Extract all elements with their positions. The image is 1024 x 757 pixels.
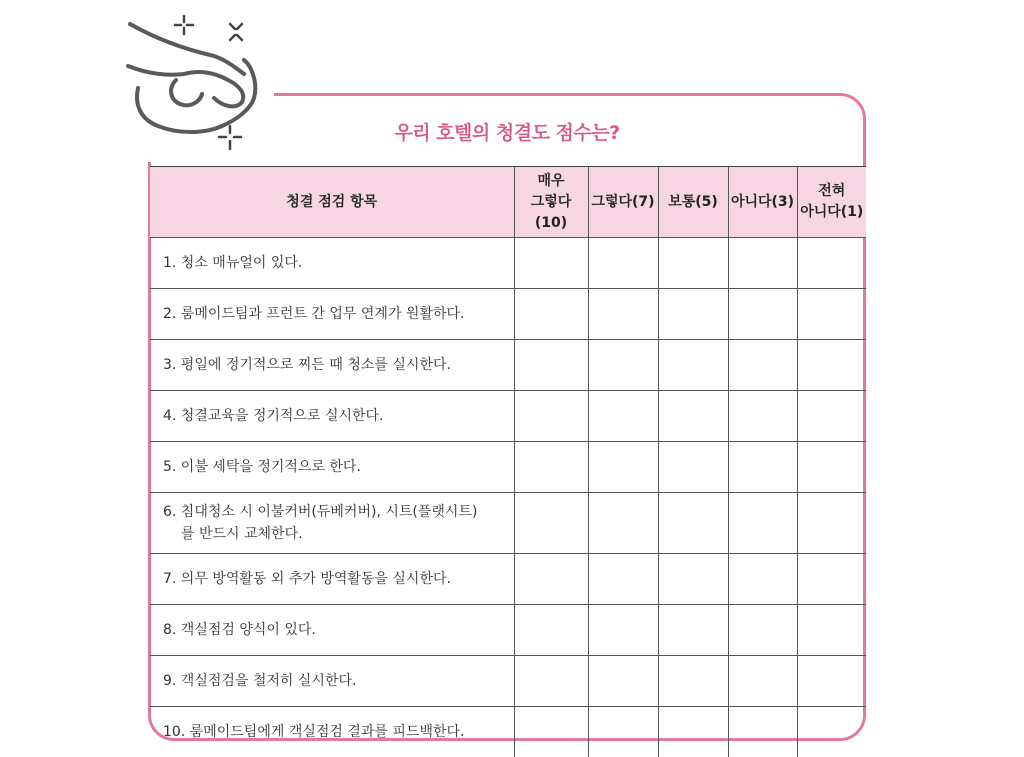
score-cell[interactable]	[514, 391, 588, 442]
score-cell[interactable]	[658, 391, 728, 442]
table-row	[150, 391, 866, 442]
score-cell[interactable]	[588, 238, 658, 289]
score-cell[interactable]	[728, 442, 797, 493]
score-cell[interactable]	[797, 605, 866, 656]
score-cell[interactable]	[797, 391, 866, 442]
item-text	[150, 493, 514, 554]
item-text: 8. 객실점검 양식이 있다.	[150, 605, 514, 656]
score-cell[interactable]	[514, 707, 588, 757]
item-text: 3. 평일에 정기적으로 찌든 때 청소를 실시한다.	[150, 340, 514, 391]
score-cell[interactable]	[658, 289, 728, 340]
table-row	[150, 340, 866, 391]
header-never-line1: 전혀	[800, 181, 865, 202]
score-cell[interactable]	[658, 554, 728, 605]
table-row	[150, 289, 866, 340]
header-very-yes-line2: 그렇다(10)	[517, 192, 586, 234]
item-text: 2. 룸메이드팀과 프런트 간 업무 연계가 원활하다.	[150, 289, 514, 340]
item-text-line2: 를 반드시 교체한다.	[163, 523, 513, 545]
score-cell[interactable]	[728, 554, 797, 605]
table-row	[150, 656, 866, 707]
score-cell[interactable]	[514, 656, 588, 707]
score-cell[interactable]	[728, 707, 797, 757]
score-cell[interactable]	[728, 340, 797, 391]
table-row	[150, 707, 866, 757]
score-cell[interactable]	[514, 605, 588, 656]
score-cell[interactable]	[514, 442, 588, 493]
score-cell[interactable]	[588, 605, 658, 656]
score-cell[interactable]	[797, 656, 866, 707]
header-no: 아니다(3)	[728, 167, 797, 238]
score-cell[interactable]	[658, 238, 728, 289]
score-cell[interactable]	[797, 340, 866, 391]
score-cell[interactable]	[588, 493, 658, 554]
score-cell[interactable]	[797, 289, 866, 340]
table-row	[150, 605, 866, 656]
score-cell[interactable]	[658, 605, 728, 656]
score-cell[interactable]	[588, 707, 658, 757]
score-cell[interactable]	[658, 340, 728, 391]
score-cell[interactable]	[728, 238, 797, 289]
header-yes: 그렇다(7)	[588, 167, 658, 238]
item-text: 5. 이불 세탁을 정기적으로 한다.	[150, 442, 514, 493]
header-very-yes	[514, 167, 588, 238]
score-cell[interactable]	[514, 289, 588, 340]
score-cell[interactable]	[797, 707, 866, 757]
score-cell[interactable]	[514, 493, 588, 554]
table-row	[150, 554, 866, 605]
score-cell[interactable]	[514, 554, 588, 605]
score-cell[interactable]	[588, 391, 658, 442]
score-cell[interactable]	[588, 554, 658, 605]
score-cell[interactable]	[728, 391, 797, 442]
score-cell[interactable]	[514, 340, 588, 391]
checklist-table	[150, 166, 866, 757]
score-cell[interactable]	[728, 289, 797, 340]
item-text: 4. 청결교육을 정기적으로 실시한다.	[150, 391, 514, 442]
item-text: 9. 객실점검을 철저히 실시한다.	[150, 656, 514, 707]
page-title: 우리 호텔의 청결도 점수는?	[148, 118, 866, 145]
table-row	[150, 442, 866, 493]
score-cell[interactable]	[514, 238, 588, 289]
score-cell[interactable]	[728, 493, 797, 554]
header-never	[797, 167, 866, 238]
score-cell[interactable]	[658, 493, 728, 554]
score-cell[interactable]	[797, 493, 866, 554]
score-cell[interactable]	[588, 656, 658, 707]
header-never-line2: 아니다(1)	[800, 202, 865, 223]
score-cell[interactable]	[658, 442, 728, 493]
table-row	[150, 238, 866, 289]
header-very-yes-line1: 매우	[517, 171, 586, 192]
header-normal: 보통(5)	[658, 167, 728, 238]
score-cell[interactable]	[658, 656, 728, 707]
item-text: 7. 의무 방역활동 외 추가 방역활동을 실시한다.	[150, 554, 514, 605]
item-text-line1: 6. 침대청소 시 이불커버(듀베커버), 시트(플랫시트)	[163, 501, 513, 523]
score-cell[interactable]	[797, 238, 866, 289]
score-cell[interactable]	[658, 707, 728, 757]
score-cell[interactable]	[588, 340, 658, 391]
score-cell[interactable]	[588, 289, 658, 340]
score-cell[interactable]	[588, 442, 658, 493]
header-item: 청결 점검 항목	[150, 167, 514, 238]
item-text: 10. 룸메이드팀에게 객실점검 결과를 피드백한다.	[150, 707, 514, 757]
score-cell[interactable]	[728, 605, 797, 656]
header-row	[150, 167, 866, 238]
item-text: 1. 청소 매뉴얼이 있다.	[150, 238, 514, 289]
score-cell[interactable]	[728, 656, 797, 707]
table-row	[150, 493, 866, 554]
score-cell[interactable]	[797, 442, 866, 493]
score-cell[interactable]	[797, 554, 866, 605]
